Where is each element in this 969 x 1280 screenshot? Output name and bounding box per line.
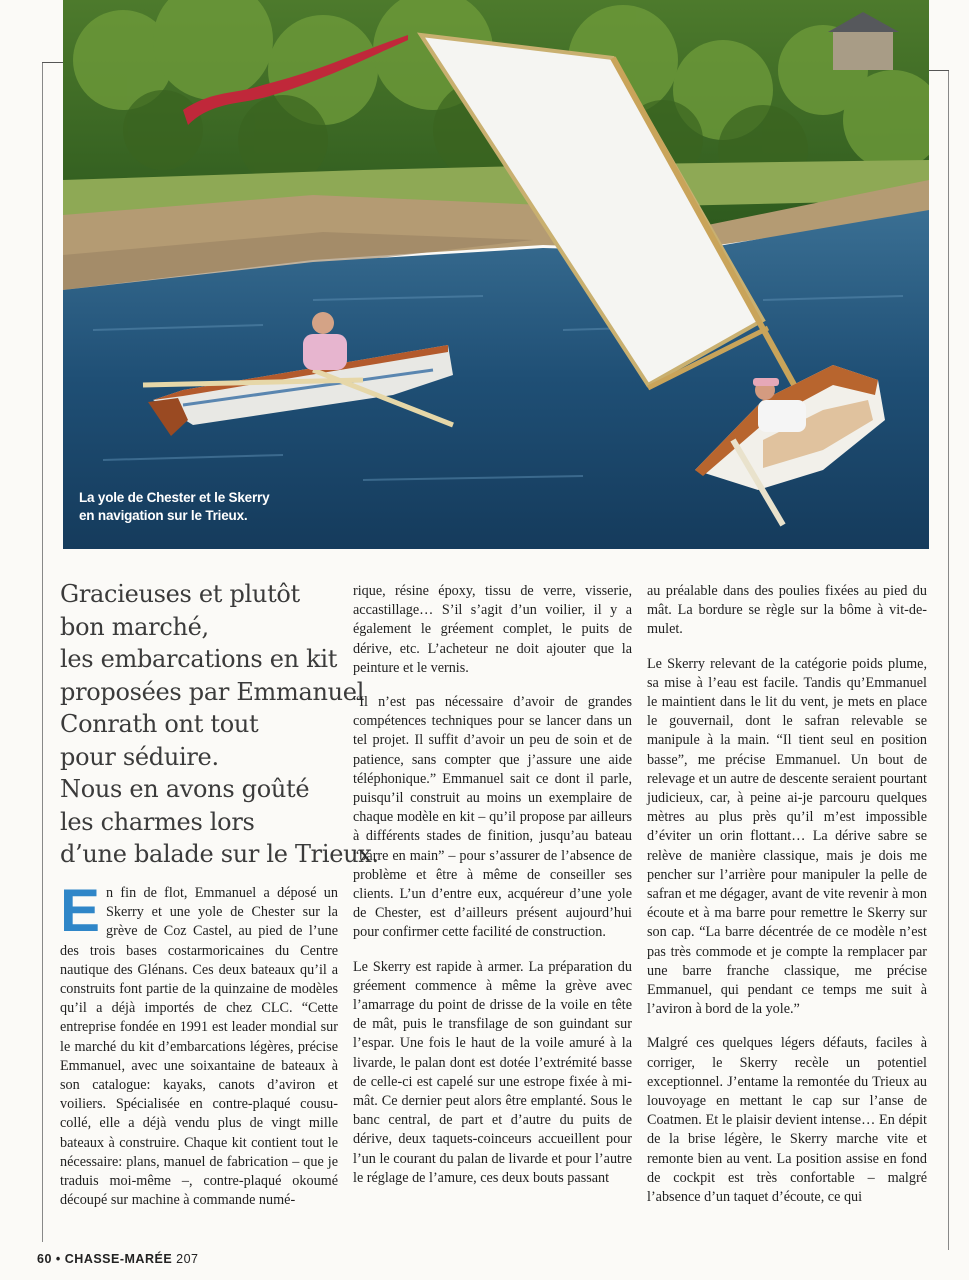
caption-line-2: en navigation sur le Trieux. bbox=[79, 508, 248, 523]
article-column-1 bbox=[60, 877, 338, 1225]
crop-line-right bbox=[948, 70, 949, 1250]
paragraph-text: n fin de flot, Emmanuel a déposé un Skerry et une yole de Chester sur la grève de Coz Castel, au pied de l’une des trois bases costarmoricaines du Centre nautique des Glénans. Ces deux bateaux qu’il a construits font partie de la quinzaine de modèles qu’il a déjà importés de chez CLC. “Cette entreprise fondée en 1991 est leader mondial sur le marché du kit d’embarcations légères, précise Emmanuel, avec une soixantaine de bateaux à son catalogue: kayaks, canots d’aviron et voiliers. Spécialisée en contre-plaqué cousu-collé, elle a déjà vendu plus de vingt mille bateaux à construire. Chaque kit contient tout le nécessaire: plans, manuel de fabrication – que je traduis moi-même –, contre-plaqué okoumé découpé sur machine à commande numé- bbox=[60, 885, 338, 1209]
article-paragraph: Le Skerry est rapide à armer. La préparation du gréement commence à même la grève avec l’amarrage du point de drisse de la voile en tête de mât, puis le transfilage de son guindant sur l’espar. Une fois le haut de la voile amuré à la livarde, le palan dont est dotée l’extrémité basse de celle-ci est capelé sur une estrope fixée à mi-mât. Ce dernier peut alors être emplanté. Sous le banc central, de part et d’autre du puits de dérive, deux taquets-coinceurs accueillent pour l’un le courant du palan de livarde et pour l’autre le réglage de l’amure, ces deux bouts passant bbox=[353, 958, 632, 1186]
article-column-2 bbox=[353, 582, 632, 1203]
footer-bullet: • bbox=[55, 1252, 61, 1266]
article-paragraph: au préalable dans des poulies fixées au pied du mât. La bordure se règle sur la bôme à vit-de-mulet. bbox=[647, 583, 927, 638]
crop-line-left bbox=[42, 62, 43, 1242]
intro-lead bbox=[60, 578, 379, 871]
article-paragraph: Le Skerry relevant de la catégorie poids plume, sa mise à l’eau est facile. Tandis qu’Emmanuel le maintient dans le lit du vent, je mets en place le gouvernail, dont le safran relevable se manipule à la main. “Il tient seul en position basse”, me précise Emmanuel. Un bout de relevage et un autre de descente seraient pourtant judicieux, car, à peine ai-je parcouru quelques mètres au plus près qu’il m’est impossible d’éviter un orin flottant… La dérive sabre se relève de manière classique, mais je dois me pencher sur l’arrière pour manipuler la pelle de safran et me dégager, avant de vite revenir à mon écoute et à ma barre pour remettre le Skerry sur son cap. “La barre décentrée de ce modèle n’est pas très commode et je compte la remplacer par une barre franche classique, me précise Emmanuel, qui pendant ce temps me suit à l’aviron à bord de la yole.” bbox=[647, 655, 927, 1018]
article-column-3 bbox=[647, 582, 927, 1222]
article-paragraph: “Il n’est pas nécessaire d’avoir de grandes compétences techniques pour se lancer dans un tel projet. Il suffit d’avoir un peu de soin et de patience, sans compter que j’assure une aide téléphonique.” Emmanuel sait ce dont il parle, puisqu’il construit au moins un exemplaire de chaque modèle en kit – qu’il propose par ailleurs à différents stades de finition, jusqu’au bateau “barre en main” – pour s’assurer de l’absence de problème et être à même de conseiller ses clients. L’un d’entre eux, acquéreur d’une yole de Chester, est d’ailleurs présent aujourd’hui pour confirmer cette facilité de construction. bbox=[353, 694, 632, 941]
intro-line: les embarcations en kit bbox=[60, 645, 338, 673]
caption-line-1: La yole de Chester et le Skerry bbox=[79, 490, 270, 505]
crop-mark-right bbox=[929, 70, 949, 71]
intro-line: bon marché, bbox=[60, 612, 209, 641]
intro-line: pour séduire. bbox=[60, 742, 219, 771]
article-paragraph bbox=[60, 877, 338, 1210]
issue-number: 207 bbox=[176, 1252, 199, 1266]
intro-line: Nous en avons goûté bbox=[60, 775, 310, 803]
intro-line: Conrath ont tout bbox=[60, 710, 259, 738]
intro-line: Gracieuses et plutôt bbox=[60, 580, 300, 608]
article-paragraph: rique, résine époxy, tissu de verre, visserie, accastillage… S’il s’agit d’un voilier, il y a également le gréement complet, le puits de dérive, etc. L’acheteur ne doit ajouter que la peinture et le vernis. bbox=[353, 583, 632, 676]
sailing-photo bbox=[63, 0, 929, 549]
page-footer bbox=[37, 1252, 199, 1266]
intro-line: les charmes lors bbox=[60, 807, 255, 836]
magazine-name: CHASSE-MARÉE bbox=[64, 1252, 173, 1266]
intro-line: proposées par Emmanuel bbox=[60, 677, 365, 706]
intro-line: d’une balade sur le Trieux. bbox=[60, 840, 379, 868]
page-number: 60 bbox=[37, 1252, 52, 1266]
drop-cap: E bbox=[60, 877, 101, 944]
article-paragraph: Malgré ces quelques légers défauts, faciles à corriger, le Skerry recèle un potentiel exceptionnel. J’entame la remontée du Trieux au louvoyage en mettant le cap sur l’anse de Coatmen. Et le plaisir devient intense… En dépit de la brise légère, le Skerry marche vite et remonte bien au vent. La position assise en fond de cockpit est très confortable – malgré l’absence d’un taquet d’écoute, ce qui bbox=[647, 1035, 927, 1206]
crop-mark-left bbox=[42, 62, 64, 63]
photo-illustration bbox=[63, 0, 929, 549]
photo-caption bbox=[79, 489, 319, 525]
